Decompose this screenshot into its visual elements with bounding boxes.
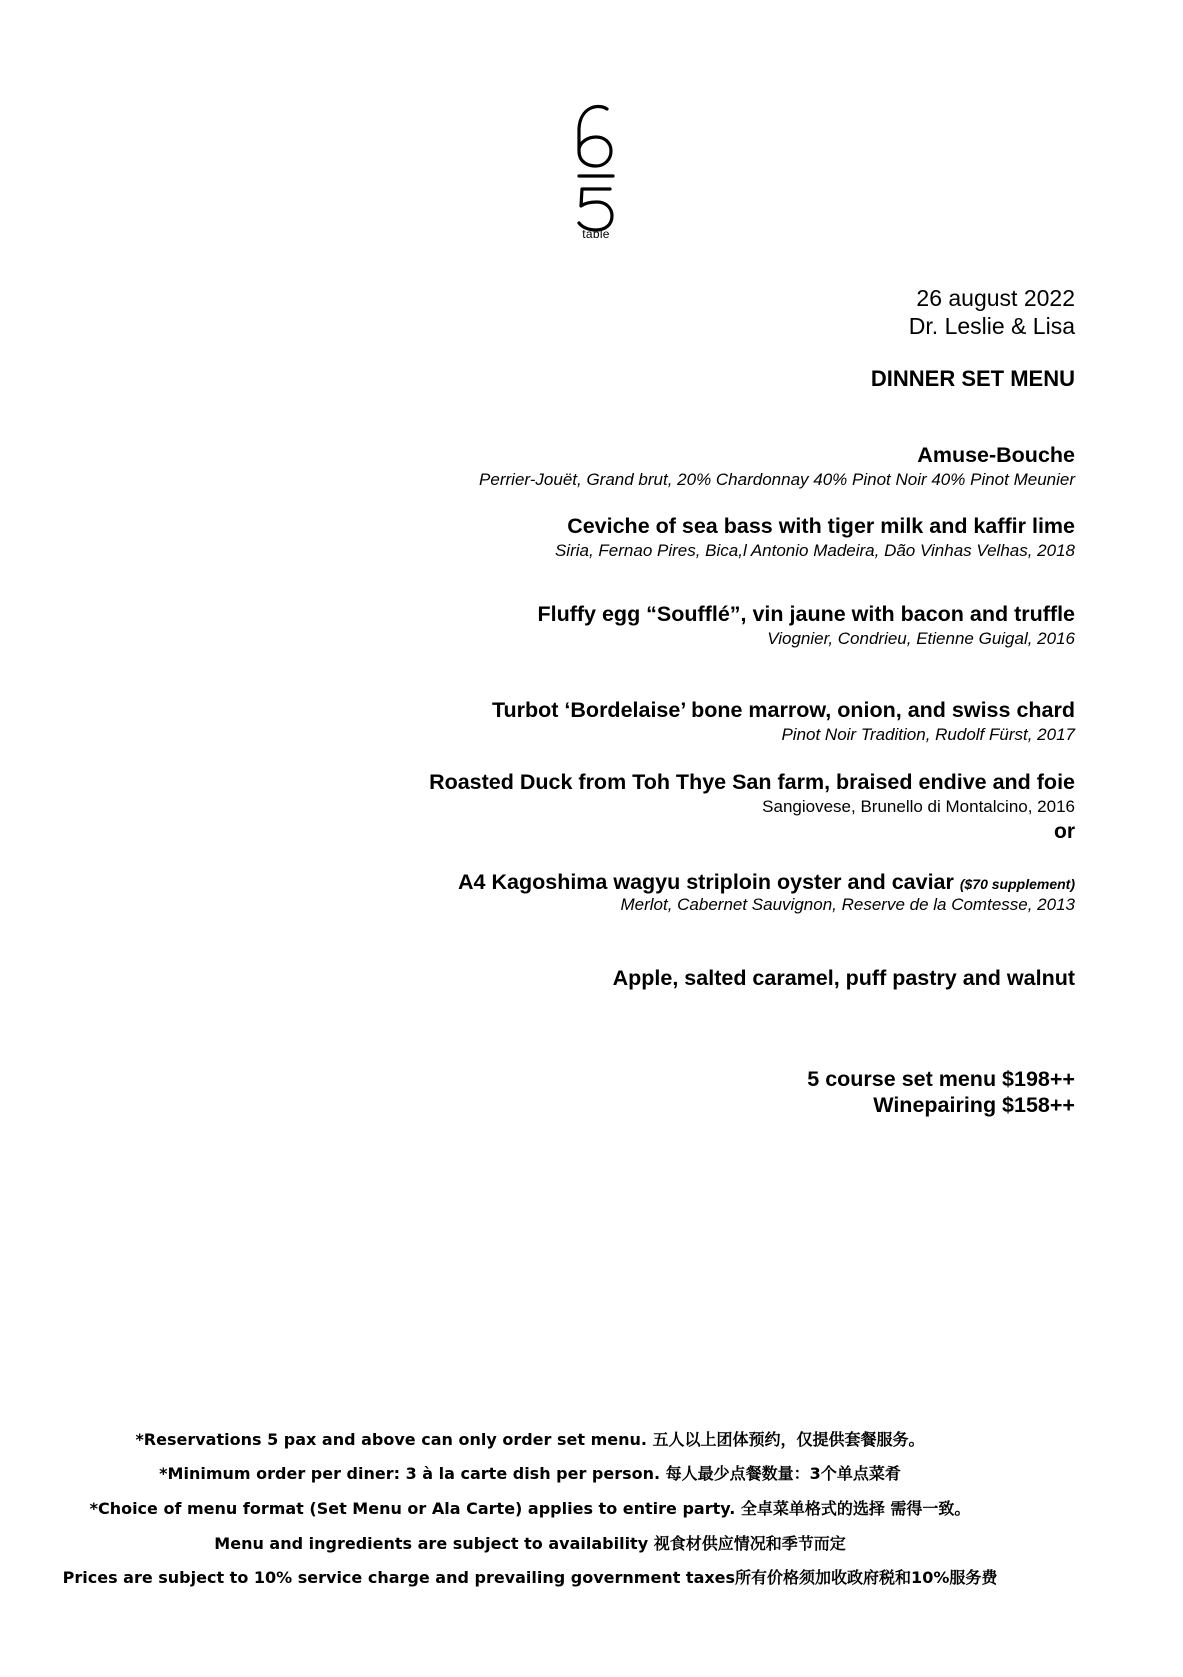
footer-note: Menu and ingredients are subject to availability 视食材供应情况和季节而定 [214, 1534, 846, 1553]
course-wine: Perrier-Jouët, Grand brut, 20% Chardonnay 40% Pinot Noir 40% Pinot Meunier [479, 470, 1075, 489]
course-wine: Pinot Noir Tradition, Rudolf Fürst, 2017 [781, 725, 1075, 744]
logo-subtext: table [582, 227, 610, 241]
restaurant-logo [570, 103, 622, 243]
course-dish: Amuse-Bouche [917, 443, 1075, 467]
course-wine: Viognier, Condrieu, Etienne Guigal, 2016 [767, 629, 1075, 648]
supplement-note: ($70 supplement) [959, 876, 1075, 892]
or-label: or [1054, 820, 1075, 843]
footer-note: *Reservations 5 pax and above can only order set menu. 五人以上团体预约，仅提供套餐服务。 [135, 1430, 925, 1449]
course-dish: Apple, salted caramel, puff pastry and walnut [612, 966, 1075, 990]
course-dish: Ceviche of sea bass with tiger milk and kaffir lime [567, 514, 1075, 538]
footer-note: *Choice of menu format (Set Menu or Ala Carte) applies to entire party. 全卓菜单格式的选择 需得一致。 [89, 1499, 971, 1518]
course-wine: Siria, Fernao Pires, Bica,l Antonio Madeira, Dão Vinhas Velhas, 2018 [554, 541, 1075, 560]
wine-pairing-price: Winepairing $158++ [873, 1093, 1075, 1117]
course-wine: Sangiovese, Brunello di Montalcino, 2016 [762, 797, 1075, 816]
menu-title: DINNER SET MENU [870, 366, 1075, 391]
footer-note: Prices are subject to 10% service charge and prevailing government taxes所有价格须加收政府税和10%服务费 [62, 1568, 998, 1587]
footer-note: *Minimum order per diner: 3 à la carte dish per person. 每人最少点餐数量：3个单点菜肴 [159, 1464, 901, 1483]
menu-date: 26 august 2022 [916, 285, 1075, 311]
set-menu-price: 5 course set menu $198++ [807, 1067, 1075, 1091]
course-dish: A4 Kagoshima wagyu striploin oyster and caviar [458, 870, 954, 894]
course-dish-row [458, 870, 1075, 895]
course-dish: Turbot ‘Bordelaise’ bone marrow, onion, and swiss chard [492, 698, 1075, 722]
course-dish: Roasted Duck from Toh Thye San farm, braised endive and foie [429, 770, 1075, 794]
course-dish: Fluffy egg “Soufflé”, vin jaune with bacon and truffle [537, 602, 1075, 626]
course-wine: Merlot, Cabernet Sauvignon, Reserve de la Comtesse, 2013 [620, 895, 1075, 914]
guest-names: Dr. Leslie & Lisa [908, 313, 1075, 339]
